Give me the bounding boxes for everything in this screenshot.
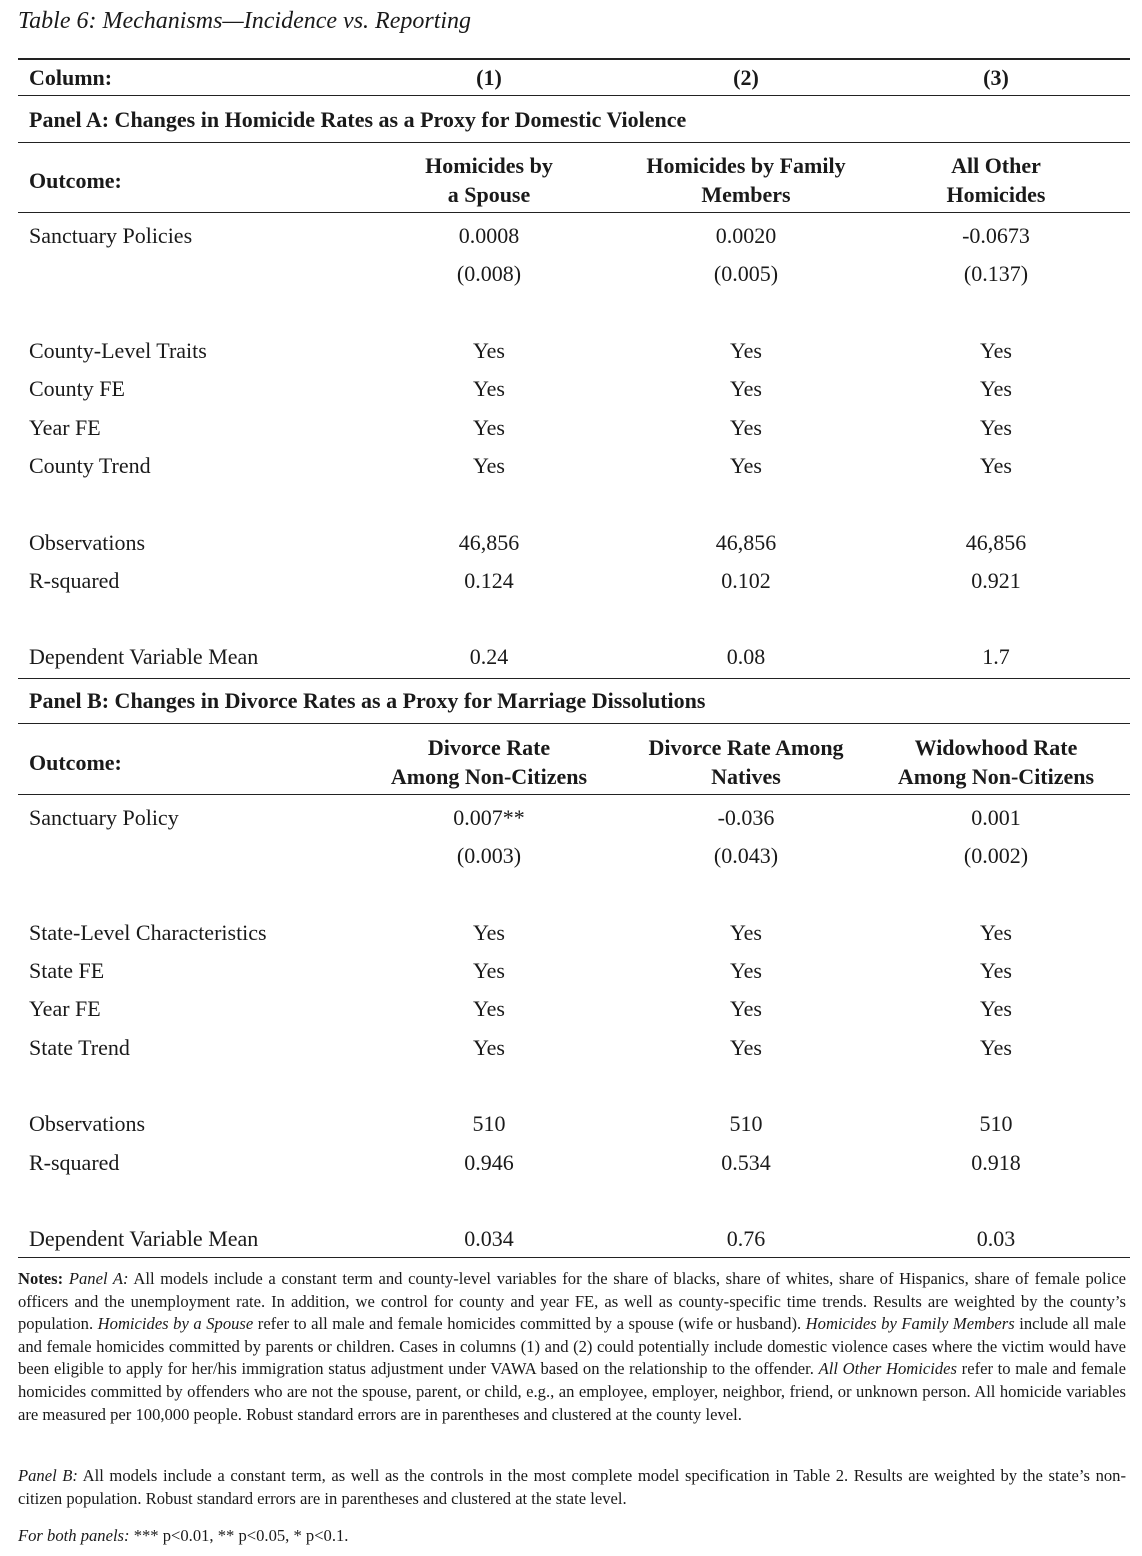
r-squared-value: 0.534 bbox=[721, 1150, 771, 1175]
top-rule bbox=[18, 58, 1130, 60]
se-value: (0.003) bbox=[456, 843, 522, 868]
column-3-header: (3) bbox=[983, 65, 1009, 90]
outcome-1-line-2: a Spouse bbox=[447, 182, 531, 207]
outcome-3 bbox=[854, 733, 1138, 791]
control-value: Yes bbox=[729, 376, 762, 401]
notes-panel-label: Panel B: bbox=[18, 1466, 78, 1485]
dep-mean-value: 0.03 bbox=[976, 1226, 1016, 1251]
panel-b-title-text: Panel B: Changes in Divorce Rates as a Proxy for Marriage Dissolutions bbox=[29, 688, 706, 713]
control-label: State-Level Characteristics bbox=[29, 920, 267, 945]
notes-panel-label: Panel A: bbox=[68, 1269, 129, 1288]
se-value: (0.008) bbox=[456, 261, 522, 286]
outcome-3-line-1: All Other bbox=[951, 153, 1041, 178]
outcome-2-line-1: Homicides by Family bbox=[646, 153, 846, 178]
control-value: Yes bbox=[729, 1035, 762, 1060]
dep-mean-value: 1.7 bbox=[982, 644, 1010, 669]
notes-panel-a bbox=[18, 1268, 1126, 1426]
observations-label: Observations bbox=[29, 1111, 146, 1136]
control-label: County Trend bbox=[29, 453, 151, 478]
dep-mean-value: 0.08 bbox=[726, 644, 766, 669]
outcome-3-line-2: Homicides bbox=[946, 182, 1046, 207]
control-value: Yes bbox=[979, 920, 1012, 945]
notes-lead: Notes: bbox=[18, 1269, 64, 1288]
control-label: State Trend bbox=[29, 1035, 130, 1060]
outcome-2-line-2: Members bbox=[701, 182, 791, 207]
outcome-1 bbox=[347, 733, 631, 791]
rule bbox=[18, 678, 1130, 679]
observations-value: 510 bbox=[979, 1111, 1013, 1136]
notes-text: refer to all male and female homicides committed by a spouse (wife or husband). bbox=[253, 1314, 806, 1334]
notes-italic-term: Homicides by a Spouse bbox=[97, 1314, 254, 1334]
notes-panel-b bbox=[18, 1465, 1126, 1510]
control-value: Yes bbox=[472, 996, 505, 1021]
notes-panel-b-block bbox=[18, 1465, 1126, 1510]
control-value: Yes bbox=[979, 338, 1012, 363]
control-value: Yes bbox=[472, 1035, 505, 1060]
bottom-rule bbox=[18, 1257, 1130, 1258]
dep-mean-label: Dependent Variable Mean bbox=[29, 644, 259, 669]
r-squared-value: 0.946 bbox=[464, 1150, 514, 1175]
control-value: Yes bbox=[472, 453, 505, 478]
outcome-label: Outcome: bbox=[29, 168, 122, 193]
control-value: Yes bbox=[729, 338, 762, 363]
r-squared-value: 0.921 bbox=[971, 568, 1021, 593]
control-label: Year FE bbox=[29, 415, 101, 440]
outcome-1 bbox=[347, 151, 631, 209]
column-1-header: (1) bbox=[476, 65, 502, 90]
observations-value: 510 bbox=[472, 1111, 506, 1136]
notes-text: All models include a constant term and county-level variables for the share of blacks, share of whites, share of Hispanics, share of female police officers and the unemployment rate. In addition, we control for county and year FE, as well as county-specific time trends. Results are weighted by the county’s population. bbox=[18, 1269, 1126, 1334]
column-2-header: (2) bbox=[733, 65, 759, 90]
control-value: Yes bbox=[979, 996, 1012, 1021]
table-notes bbox=[18, 1268, 1126, 1426]
notes-panel-label: For both panels: bbox=[18, 1526, 130, 1545]
control-label: County FE bbox=[29, 376, 125, 401]
rule bbox=[18, 95, 1130, 96]
notes-italic-term: All Other Homicides bbox=[818, 1359, 957, 1379]
control-value: Yes bbox=[729, 958, 762, 983]
panel-a-title-text: Panel A: Changes in Homicide Rates as a Proxy for Domestic Violence bbox=[29, 107, 687, 132]
control-value: Yes bbox=[472, 920, 505, 945]
control-value: Yes bbox=[979, 415, 1012, 440]
outcome-label: Outcome: bbox=[29, 750, 122, 775]
notes-both-panels bbox=[18, 1525, 1126, 1548]
outcome-1-line-1: Divorce Rate bbox=[427, 735, 551, 760]
se-value: (0.005) bbox=[713, 261, 779, 286]
se-value: (0.002) bbox=[963, 843, 1029, 868]
dep-mean-value: 0.76 bbox=[726, 1226, 766, 1251]
control-value: Yes bbox=[979, 453, 1012, 478]
r-squared-value: 0.124 bbox=[464, 568, 514, 593]
rule bbox=[18, 212, 1130, 213]
control-value: Yes bbox=[472, 376, 505, 401]
notes-both-block bbox=[18, 1525, 1126, 1548]
r-squared-label: R-squared bbox=[29, 1150, 120, 1175]
column-label: Column: bbox=[29, 65, 113, 90]
table-caption: Table 6: Mechanisms—Incidence vs. Reporting bbox=[18, 8, 472, 34]
notes-text: include all male and female homicides committed by parents or children. Cases in columns (1) and (2) could potentially include domestic violence cases where the victim would have been eligible to apply for her/his immigration status adjustment under VAWA based on the relationship to the offender. bbox=[18, 1314, 1126, 1379]
rule bbox=[18, 723, 1130, 724]
control-label: Year FE bbox=[29, 996, 101, 1021]
control-label: State FE bbox=[29, 958, 105, 983]
outcome-2-line-2: Natives bbox=[711, 764, 781, 789]
coef-value: -0.036 bbox=[717, 805, 775, 830]
rule bbox=[18, 794, 1130, 795]
dep-mean-value: 0.24 bbox=[469, 644, 509, 669]
dep-mean-label: Dependent Variable Mean bbox=[29, 1226, 259, 1251]
control-value: Yes bbox=[729, 996, 762, 1021]
control-value: Yes bbox=[729, 453, 762, 478]
r-squared-value: 0.102 bbox=[721, 568, 771, 593]
outcome-2 bbox=[604, 151, 888, 209]
observations-value: 46,856 bbox=[458, 530, 520, 555]
coef-label: Sanctuary Policy bbox=[29, 805, 179, 830]
coef-value: 0.0008 bbox=[458, 223, 520, 248]
observations-label: Observations bbox=[29, 530, 146, 555]
observations-value: 46,856 bbox=[965, 530, 1027, 555]
coef-value: 0.001 bbox=[971, 805, 1021, 830]
outcome-3-line-1: Widowhood Rate bbox=[914, 735, 1078, 760]
coef-value: 0.0020 bbox=[715, 223, 777, 248]
notes-text: refer to male and female homicides committed by offenders who are not the spouse, parent, or child, e.g., an employee, employer, neighbor, friend, or unknown person. All homicide variables are measured per 100,000 people. Robust standard errors are in parentheses and clustered at the county level. bbox=[18, 1359, 1126, 1424]
r-squared-value: 0.918 bbox=[971, 1150, 1021, 1175]
se-value: (0.043) bbox=[713, 843, 779, 868]
dep-mean-value: 0.034 bbox=[464, 1226, 514, 1251]
outcome-2 bbox=[604, 733, 888, 791]
significance-legend: *** p<0.01, ** p<0.05, * p<0.1. bbox=[129, 1526, 349, 1545]
control-value: Yes bbox=[729, 920, 762, 945]
outcome-3 bbox=[854, 151, 1138, 209]
coef-value: -0.0673 bbox=[962, 223, 1030, 248]
outcome-1-line-2: Among Non-Citizens bbox=[390, 764, 588, 789]
control-value: Yes bbox=[979, 958, 1012, 983]
se-value: (0.137) bbox=[963, 261, 1029, 286]
notes-italic-term: Homicides by Family Members bbox=[805, 1314, 1015, 1334]
control-value: Yes bbox=[472, 958, 505, 983]
control-value: Yes bbox=[729, 415, 762, 440]
notes-text: All models include a constant term, as well as the controls in the most complete model specification in Table 2. Results are weighted by the state’s non-citizen population. Robust standard errors are in parentheses and clustered at the state level. bbox=[18, 1466, 1126, 1508]
control-value: Yes bbox=[979, 376, 1012, 401]
outcome-3-line-2: Among Non-Citizens bbox=[897, 764, 1095, 789]
control-label: County-Level Traits bbox=[29, 338, 207, 363]
r-squared-label: R-squared bbox=[29, 568, 120, 593]
control-value: Yes bbox=[472, 338, 505, 363]
coef-value: 0.007** bbox=[453, 805, 525, 830]
observations-value: 46,856 bbox=[715, 530, 777, 555]
outcome-2-line-1: Divorce Rate Among bbox=[648, 735, 844, 760]
outcome-1-line-1: Homicides by bbox=[425, 153, 553, 178]
control-value: Yes bbox=[979, 1035, 1012, 1060]
control-value: Yes bbox=[472, 415, 505, 440]
coef-label: Sanctuary Policies bbox=[29, 223, 193, 248]
rule bbox=[18, 142, 1130, 143]
observations-value: 510 bbox=[729, 1111, 763, 1136]
